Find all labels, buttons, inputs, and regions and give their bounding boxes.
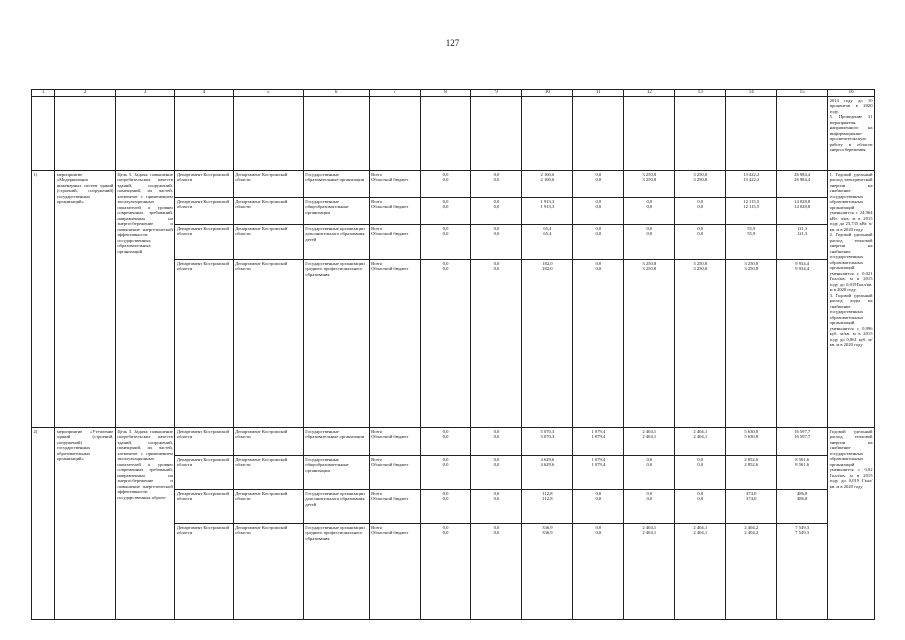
result-cell: 2014 году до 10 процентов в 2020 году. 5. Проведение 31 мероприятия, направленного на информационно-просветительскую работу в области энергосбережения (828, 97, 875, 171)
amount-cell (675, 225, 726, 260)
recipient-cell: Государственные организации среднего профессионального образования (303, 260, 369, 428)
amount-regional: 16 597,7 (794, 434, 811, 439)
amount-total: 0,0 (493, 428, 500, 434)
amount-regional: 0,0 (442, 434, 449, 439)
amount-regional: 0,0 (595, 266, 602, 271)
amount-cell (726, 260, 777, 428)
amount-total: 0,0 (697, 198, 704, 204)
column-number-cell: 5 (233, 90, 303, 97)
empty-cell (369, 97, 420, 171)
amount-regional: 0,0 (493, 204, 500, 209)
amount-total: 0,0 (646, 490, 653, 496)
empty-cell (32, 97, 55, 171)
amount-total: 5 070,3 (540, 428, 555, 434)
amount-regional: 1 079,4 (591, 434, 606, 439)
amount-regional: 374,0 (746, 496, 757, 501)
amount-total: 0,0 (595, 198, 602, 204)
amount-cell (573, 225, 624, 260)
amount-regional: 0,0 (646, 462, 653, 467)
source-total: Всего (371, 260, 383, 266)
amount-total: 0,0 (697, 225, 704, 231)
amount-total: 182,0 (542, 260, 553, 266)
source-cell (369, 490, 420, 524)
amount-regional: 0,0 (595, 530, 602, 535)
empty-cell (303, 97, 369, 171)
amount-regional: 0,0 (493, 177, 500, 182)
amount-regional: 0,0 (697, 462, 704, 467)
amount-total: 0,0 (493, 524, 500, 530)
amount-regional: 0,0 (595, 204, 602, 209)
source-total: Всего (371, 456, 383, 462)
amount-total: 12 115,5 (743, 198, 760, 204)
column-number-cell: 13 (675, 90, 726, 97)
amount-total: 2 404,1 (693, 524, 708, 530)
amount-total: 374,0 (746, 490, 757, 496)
amount-regional: 2 404,1 (693, 434, 708, 439)
amount-cell (675, 198, 726, 225)
amount-regional: 2 404,1 (642, 434, 657, 439)
amount-total: 112,8 (542, 490, 553, 496)
amount-cell (624, 225, 675, 260)
amount-total: 1 079,4 (591, 456, 606, 462)
source-regional-budget: Областной бюджет (371, 266, 409, 271)
amount-cell (573, 524, 624, 620)
amount-regional: 0,0 (493, 434, 500, 439)
column-number-cell: 9 (471, 90, 522, 97)
amount-total: 0,0 (442, 260, 449, 266)
recipient-cell: Государственные образовательные организации (303, 171, 369, 198)
amount-total: 3 250,8 (642, 171, 657, 177)
amount-total: 13 422,2 (743, 171, 760, 177)
source-regional-budget: Областной бюджет (371, 496, 409, 501)
empty-cell (55, 97, 116, 171)
amount-cell (777, 260, 828, 428)
amount-regional: 0,0 (646, 204, 653, 209)
empty-cell (175, 97, 233, 171)
amount-cell (522, 428, 573, 456)
amount-regional: 0,0 (595, 231, 602, 236)
amount-cell (573, 260, 624, 428)
amount-cell (522, 456, 573, 490)
amount-cell (675, 260, 726, 428)
empty-cell (115, 97, 174, 171)
source-cell (369, 225, 420, 260)
column-number-cell: 3 (115, 90, 174, 97)
column-number-cell: 12 (624, 90, 675, 97)
recipient-cell: Государственные общеобразовательные организации (303, 456, 369, 490)
source-cell (369, 171, 420, 198)
amount-cell (726, 490, 777, 524)
amount-regional: 0,0 (595, 177, 602, 182)
amount-regional: 2 404,1 (642, 530, 657, 535)
executor-cell: Департамент Костромской области (233, 456, 303, 490)
amount-regional: 55,9 (747, 231, 756, 236)
amount-cell (777, 171, 828, 198)
source-total: Всего (371, 171, 383, 177)
amount-total: 8 561,6 (795, 456, 810, 462)
source-regional-budget: Областной бюджет (371, 204, 409, 209)
amount-cell (726, 456, 777, 490)
amount-cell (522, 171, 573, 198)
amount-regional: 486,8 (797, 496, 808, 501)
amount-regional: 0,0 (442, 204, 449, 209)
amount-total: 1 079,4 (591, 428, 606, 434)
amount-total: 0,0 (646, 198, 653, 204)
amount-cell (522, 524, 573, 620)
amount-regional: 26 984,4 (794, 177, 811, 182)
column-number-cell: 6 (303, 90, 369, 97)
amount-regional: 0,0 (493, 496, 500, 501)
amount-regional: 2 404,2 (744, 530, 759, 535)
amount-cell (726, 428, 777, 456)
amount-total: 0,0 (595, 225, 602, 231)
amount-total: 3 250,8 (744, 260, 759, 266)
amount-regional: 3 250,8 (693, 266, 708, 271)
amount-cell (675, 428, 726, 456)
amount-regional: 182,0 (542, 266, 553, 271)
amount-cell (624, 456, 675, 490)
amount-regional: 13 422,2 (743, 177, 760, 182)
empty-cell (675, 97, 726, 171)
amount-regional: 112,8 (542, 496, 553, 501)
amount-total: 2 404,1 (642, 524, 657, 530)
amount-total: 3 250,8 (693, 260, 708, 266)
amount-cell (522, 225, 573, 260)
amount-regional: 3 250,8 (744, 266, 759, 271)
amount-cell (420, 225, 471, 260)
amount-total: 0,0 (595, 260, 602, 266)
amount-cell (420, 171, 471, 198)
recipient-cell: Государственные общеобразовательные организации (303, 198, 369, 225)
amount-cell (624, 198, 675, 225)
executor-cell: Департамент Костромской области (233, 490, 303, 524)
amount-total: 0,0 (493, 198, 500, 204)
amount-total: 0,0 (442, 524, 449, 530)
source-cell (369, 198, 420, 225)
amount-cell (420, 490, 471, 524)
amount-total: 336,9 (542, 524, 553, 530)
source-regional-budget: Областной бюджет (371, 462, 409, 467)
column-number-cell: 4 (175, 90, 233, 97)
amount-cell (675, 490, 726, 524)
executor-cell: Департамент Костромской области (233, 225, 303, 260)
source-cell (369, 456, 420, 490)
amount-total: 2 160,6 (540, 171, 555, 177)
amount-total: 2 404,2 (744, 524, 759, 530)
amount-cell (777, 490, 828, 524)
source-total: Всего (371, 198, 383, 204)
amount-regional: 7 549,3 (795, 530, 810, 535)
empty-cell (726, 97, 777, 171)
amount-cell (726, 524, 777, 620)
column-number-cell: 14 (726, 90, 777, 97)
amount-total: 1 913,3 (540, 198, 555, 204)
source-cell (369, 428, 420, 456)
recipient-cell: Государственные организации среднего профессионального образования (303, 524, 369, 620)
empty-cell (573, 97, 624, 171)
column-number-cell: 8 (420, 90, 471, 97)
amount-regional: 0,0 (442, 177, 449, 182)
amount-cell (420, 456, 471, 490)
amount-regional: 8 561,6 (795, 462, 810, 467)
amount-cell (420, 198, 471, 225)
amount-regional: 9 934,4 (795, 266, 810, 271)
amount-total: 0,0 (646, 456, 653, 462)
amount-total: 26 984,4 (794, 171, 811, 177)
amount-regional: 2 160,6 (540, 177, 555, 182)
executor-cell: Департамент Костромской области (233, 260, 303, 428)
amount-regional: 336,9 (542, 530, 553, 535)
amount-cell (573, 171, 624, 198)
amount-cell (624, 171, 675, 198)
amount-cell (522, 198, 573, 225)
amount-regional: 0,0 (646, 496, 653, 501)
continuation-row (32, 97, 875, 171)
amount-regional: 0,0 (442, 462, 449, 467)
measure-name: мероприятие «Утепление зданий (строений, сооружений) государственных образовательных организаций» (55, 428, 116, 620)
column-number-cell: 2 (55, 90, 116, 97)
amount-regional: 0,0 (595, 496, 602, 501)
amount-cell (471, 198, 522, 225)
amount-total: 0,0 (442, 456, 449, 462)
amount-total: 2 404,1 (642, 428, 657, 434)
column-number-cell: 16 (828, 90, 875, 97)
amount-total: 0,0 (697, 456, 704, 462)
amount-cell (777, 428, 828, 456)
amount-total: 0,0 (493, 225, 500, 231)
row-number: 1) (32, 171, 55, 428)
source-regional-budget: Областной бюджет (371, 434, 409, 439)
empty-cell (777, 97, 828, 171)
amount-regional: 5 630,8 (744, 434, 759, 439)
amount-cell (471, 171, 522, 198)
amount-cell (573, 490, 624, 524)
amount-cell (471, 456, 522, 490)
amount-total: 0,0 (595, 171, 602, 177)
column-number-cell: 15 (777, 90, 828, 97)
amount-total: 4 629,6 (540, 456, 555, 462)
amount-cell (675, 524, 726, 620)
amount-regional: 121,3 (797, 231, 808, 236)
source-total: Всего (371, 225, 383, 231)
executor-cell: Департамент Костромской области (175, 428, 233, 456)
amount-regional: 0,0 (697, 231, 704, 236)
amount-total: 486,8 (797, 490, 808, 496)
amount-regional: 0,0 (697, 496, 704, 501)
amount-total: 16 597,7 (794, 428, 811, 434)
amount-total: 0,0 (646, 225, 653, 231)
executor-cell: Департамент Костромской области (233, 428, 303, 456)
amount-total: 3 250,8 (642, 260, 657, 266)
table-row (32, 171, 875, 198)
executor-cell: Департамент Костромской области (175, 198, 233, 225)
column-number-row (32, 90, 875, 97)
amount-cell (777, 524, 828, 620)
amount-cell (624, 260, 675, 428)
page-number: 127 (445, 38, 460, 48)
column-number-cell: 7 (369, 90, 420, 97)
amount-total: 3 250,8 (693, 171, 708, 177)
column-number-cell: 10 (522, 90, 573, 97)
amount-total: 2 852,6 (744, 456, 759, 462)
amount-total: 0,0 (442, 171, 449, 177)
amount-cell (471, 428, 522, 456)
amount-regional: 3 250,8 (642, 177, 657, 182)
amount-regional: 2 852,6 (744, 462, 759, 467)
empty-cell (233, 97, 303, 171)
executor-cell: Департамент Костромской области (175, 490, 233, 524)
amount-total: 65,4 (543, 225, 552, 231)
amount-regional: 0,0 (493, 530, 500, 535)
amount-cell (624, 524, 675, 620)
amount-total: 7 549,3 (795, 524, 810, 530)
amount-cell (522, 490, 573, 524)
table-row (32, 428, 875, 456)
amount-total: 0,0 (595, 524, 602, 530)
amount-regional: 0,0 (442, 530, 449, 535)
amount-total: 0,0 (493, 456, 500, 462)
amount-total: 2 404,1 (693, 428, 708, 434)
source-total: Всего (371, 524, 383, 530)
amount-cell (420, 260, 471, 428)
amount-total: 0,0 (493, 260, 500, 266)
amount-regional: 0,0 (697, 204, 704, 209)
amount-cell (471, 260, 522, 428)
amount-regional: 14 028,8 (794, 204, 811, 209)
amount-total: 0,0 (442, 225, 449, 231)
amount-cell (420, 524, 471, 620)
amount-regional: 2 404,1 (693, 530, 708, 535)
amount-cell (471, 490, 522, 524)
amount-regional: 12 115,5 (743, 204, 760, 209)
recipient-cell: Государственные образовательные организации (303, 428, 369, 456)
column-number-cell: 1 (32, 90, 55, 97)
amount-regional: 4 629,6 (540, 462, 555, 467)
amount-cell (726, 198, 777, 225)
amount-regional: 0,0 (442, 496, 449, 501)
amount-cell (573, 428, 624, 456)
empty-cell (471, 97, 522, 171)
row-number: 2) (32, 428, 55, 620)
amount-regional: 1 913,3 (540, 204, 555, 209)
result-cell: 1. Годовой удельный расход электрической энергии на снабжение государственных образовательных организаций уменьшится с 24,964 кВт. ч/кв. м в 2015 году до 23,735 кВт. ч/кв. м в 2020 году. 2. Годовой удельный расход тепловой энергии на снабжение государственных образовательных организаций уменьшится с 0,021 Гкал/кв. м в 2015 году до 0,019Гкал/кв. м в 2020 году. 3. Годовой удельный расход воды на снабжение государственных образовательных организаций уменьшится с 0,996 куб. м/кв. м в 2015 году до 0,861 куб. м/кв. м в 2020 году (828, 171, 875, 428)
source-cell (369, 524, 420, 620)
empty-cell (420, 97, 471, 171)
amount-cell (624, 428, 675, 456)
amount-regional: 0,0 (493, 231, 500, 236)
amount-regional: 1 079,4 (591, 462, 606, 467)
amount-total: 0,0 (442, 428, 449, 434)
amount-total: 9 934,4 (795, 260, 810, 266)
recipient-cell: Государственные организации дополнительного образования детей (303, 225, 369, 260)
empty-cell (624, 97, 675, 171)
amount-regional: 5 070,3 (540, 434, 555, 439)
amount-regional: 0,0 (442, 231, 449, 236)
source-regional-budget: Областной бюджет (371, 530, 409, 535)
source-regional-budget: Областной бюджет (371, 231, 409, 236)
amount-cell (777, 198, 828, 225)
executor-cell: Департамент Костромской области (233, 524, 303, 620)
amount-cell (777, 456, 828, 490)
amount-regional: 0,0 (493, 462, 500, 467)
amount-cell (573, 456, 624, 490)
executor-cell: Департамент Костромской области (175, 225, 233, 260)
amount-regional: 0,0 (646, 231, 653, 236)
amount-cell (573, 198, 624, 225)
amount-total: 5 630,8 (744, 428, 759, 434)
amount-total: 0,0 (442, 198, 449, 204)
amount-regional: 3 250,8 (642, 266, 657, 271)
amount-cell (726, 225, 777, 260)
amount-total: 14 028,8 (794, 198, 811, 204)
budget-table (31, 89, 875, 620)
amount-cell (675, 171, 726, 198)
recipient-cell: Государственные организации дополнительного образования детей (303, 490, 369, 524)
executor-cell: Департамент Костромской области (175, 524, 233, 620)
executor-cell: Департамент Костромской области (175, 456, 233, 490)
measure-name: мероприятие «Модернизация инженерных систем зданий (строений, сооружений) государственных организаций» (55, 171, 116, 428)
goal-text: Цель 5. Задача: повышение потребительских качеств зданий, сооружений, помещений, их частей, элементов с применением эксплуатационных показателей к уровню современных требований, направленных на энергосбережение и повышение энергетической эффективности государственных образовательных организаций (115, 171, 174, 428)
amount-cell (420, 428, 471, 456)
amount-cell (471, 524, 522, 620)
amount-regional: 65,4 (543, 231, 552, 236)
amount-cell (471, 225, 522, 260)
amount-total: 55,9 (747, 225, 756, 231)
amount-regional: 0,0 (442, 266, 449, 271)
amount-cell (777, 225, 828, 260)
amount-total: 0,0 (493, 490, 500, 496)
goal-text: Цель 5. Задача: повышение потребительских качеств зданий, сооружений, помещений, их частей, элементов с применением эксплуатационных показателей к уровню современных требований, направленных на энергосбережение и повышение энергетической эффективности государственных образо- (115, 428, 174, 620)
amount-total: 0,0 (442, 490, 449, 496)
amount-cell (522, 260, 573, 428)
column-number-cell: 11 (573, 90, 624, 97)
source-regional-budget: Областной бюджет (371, 177, 409, 182)
amount-regional: 3 250,8 (693, 177, 708, 182)
amount-total: 0,0 (493, 171, 500, 177)
amount-total: 121,3 (797, 225, 808, 231)
amount-cell (624, 490, 675, 524)
amount-cell (726, 171, 777, 198)
amount-regional: 0,0 (493, 266, 500, 271)
source-total: Всего (371, 490, 383, 496)
empty-cell (522, 97, 573, 171)
amount-total: 0,0 (595, 490, 602, 496)
source-cell (369, 260, 420, 428)
source-total: Всего (371, 428, 383, 434)
executor-cell: Департамент Костромской области (233, 171, 303, 198)
executor-cell: Департамент Костромской области (233, 198, 303, 225)
amount-total: 0,0 (697, 490, 704, 496)
executor-cell: Департамент Костромской области (175, 260, 233, 428)
executor-cell: Департамент Костромской области (175, 171, 233, 198)
amount-cell (675, 456, 726, 490)
result-cell: Годовой удельный расход тепловой энергии на снабжение государственных образовательных организаций уменьшится с 0,02 Гкал/кв. м в 2015 году до 0,019 Гкал/кв. м в 2020 году (828, 428, 875, 620)
